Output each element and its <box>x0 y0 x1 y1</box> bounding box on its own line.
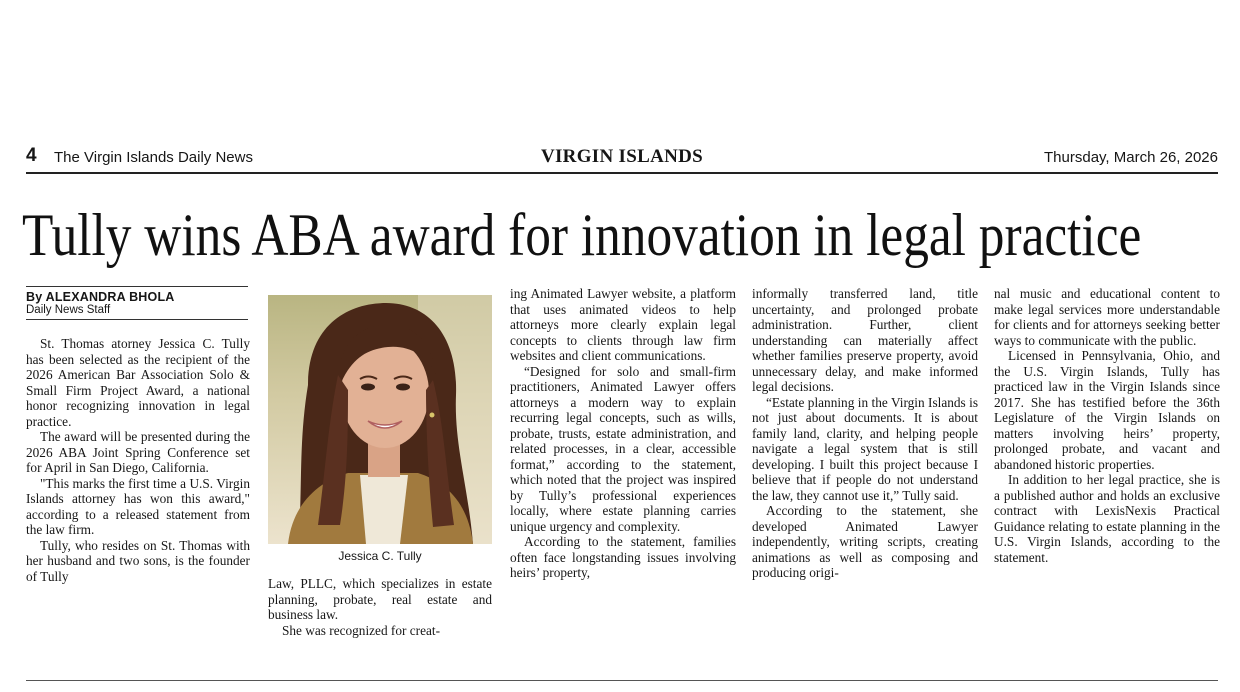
article-column-1 <box>26 336 250 646</box>
article-column-4 <box>752 286 978 646</box>
byline-staff: Daily News Staff <box>26 304 111 316</box>
photo-caption: Jessica C. Tully <box>338 549 422 563</box>
headline: Tully wins ABA award for innovation in legal practice <box>22 202 1142 268</box>
portrait-photo <box>268 295 492 544</box>
paragraph: According to the statement, she developed Animated Lawyer independently, writing scripts, creating animations as well as composing and producing origi- <box>752 503 978 580</box>
article-column-2 <box>268 576 492 646</box>
paragraph: “Estate planning in the Virgin Islands is not just about documents. It is about family land, clarity, and helping people navigate a legal system that is still developing. I built this project because I believe that if people do not understand the law, they cannot use it,” Tully said. <box>752 394 978 503</box>
paragraph: According to the statement, families often face longstanding issues involving heirs’ property, <box>510 534 736 580</box>
section-name: VIRGIN ISLANDS <box>540 146 704 167</box>
paragraph: “Designed for solo and small-firm practitioners, Animated Lawyer offers attorneys a modern way to explain recurring legal concepts, such as wills, probate, trusts, estate administration, and related processes, in a clear, accessible format,” according to the statement, which noted that the project was inspired by Tully’s professional experiences locally, where estate planning carries unique urgency and complexity. <box>510 363 736 534</box>
paragraph: She was recognized for creat- <box>282 622 441 638</box>
paragraph: St. Thomas atorney Jessica C. Tully has been selected as the recipient of the 2026 American Bar Association Solo & Small Firm Project Award, a national honor recognizing innovation in legal practice. <box>26 336 250 429</box>
bottom-rule <box>26 680 1218 681</box>
paragraph: Tully, who resides on St. Thomas with her husband and two sons, is the founder of Tully <box>26 537 250 584</box>
page-number: 4 <box>26 145 37 166</box>
paragraph: nal music and educational content to make legal services more understandable for clients and for attorneys seeking better ways to communicate with the public. <box>994 286 1220 348</box>
paragraph: Law, PLLC, which specializes in estate planning, probate, real estate and business law. <box>268 576 492 622</box>
byline-rule <box>26 319 248 320</box>
byline-rule <box>26 286 248 287</box>
page-folio <box>26 143 1218 173</box>
byline: By ALEXANDRA BHOLA <box>26 290 175 304</box>
paragraph: In addition to her legal practice, she is a published author and holds an exclusive contract with LexisNexis Practical Guidance relating to estate planning in the U.S. Virgin Islands, according to the statement. <box>994 472 1220 565</box>
paragraph: ing Animated Lawyer website, a platform that uses animated videos to help attorneys more clearly explain legal concepts to clients through law firm websites and client communications. <box>510 286 736 363</box>
newspaper-name: The Virgin Islands Daily News <box>54 149 253 166</box>
issue-date: Thursday, March 26, 2026 <box>1044 149 1218 166</box>
folio-rule <box>26 172 1218 174</box>
paragraph: The award will be presented during the 2026 ABA Joint Spring Conference set for April in San Diego, California. <box>26 429 250 475</box>
article-column-5 <box>994 286 1220 646</box>
paragraph: Licensed in Pennsylvania, Ohio, and the U.S. Virgin Islands, Tully has practiced law in the Virgin Islands since 2017. She has testified before the 36th Legislature of the Virgin Islands on matters involving heirs’ property, prolonged probate, and vacant and abandoned historic properties. <box>994 348 1220 472</box>
byline-block <box>26 286 248 320</box>
paragraph: informally transferred land, title uncertainty, and prolonged probate administration. Further, client understanding can materially affect whether families preserve property, avoid unnecessary delay, and make informed legal decisions. <box>752 286 978 394</box>
article-column-3 <box>510 286 736 646</box>
paragraph: "This marks the first time a U.S. Virgin Islands attorney has won this award," according to a released statement from the law firm. <box>26 475 250 537</box>
